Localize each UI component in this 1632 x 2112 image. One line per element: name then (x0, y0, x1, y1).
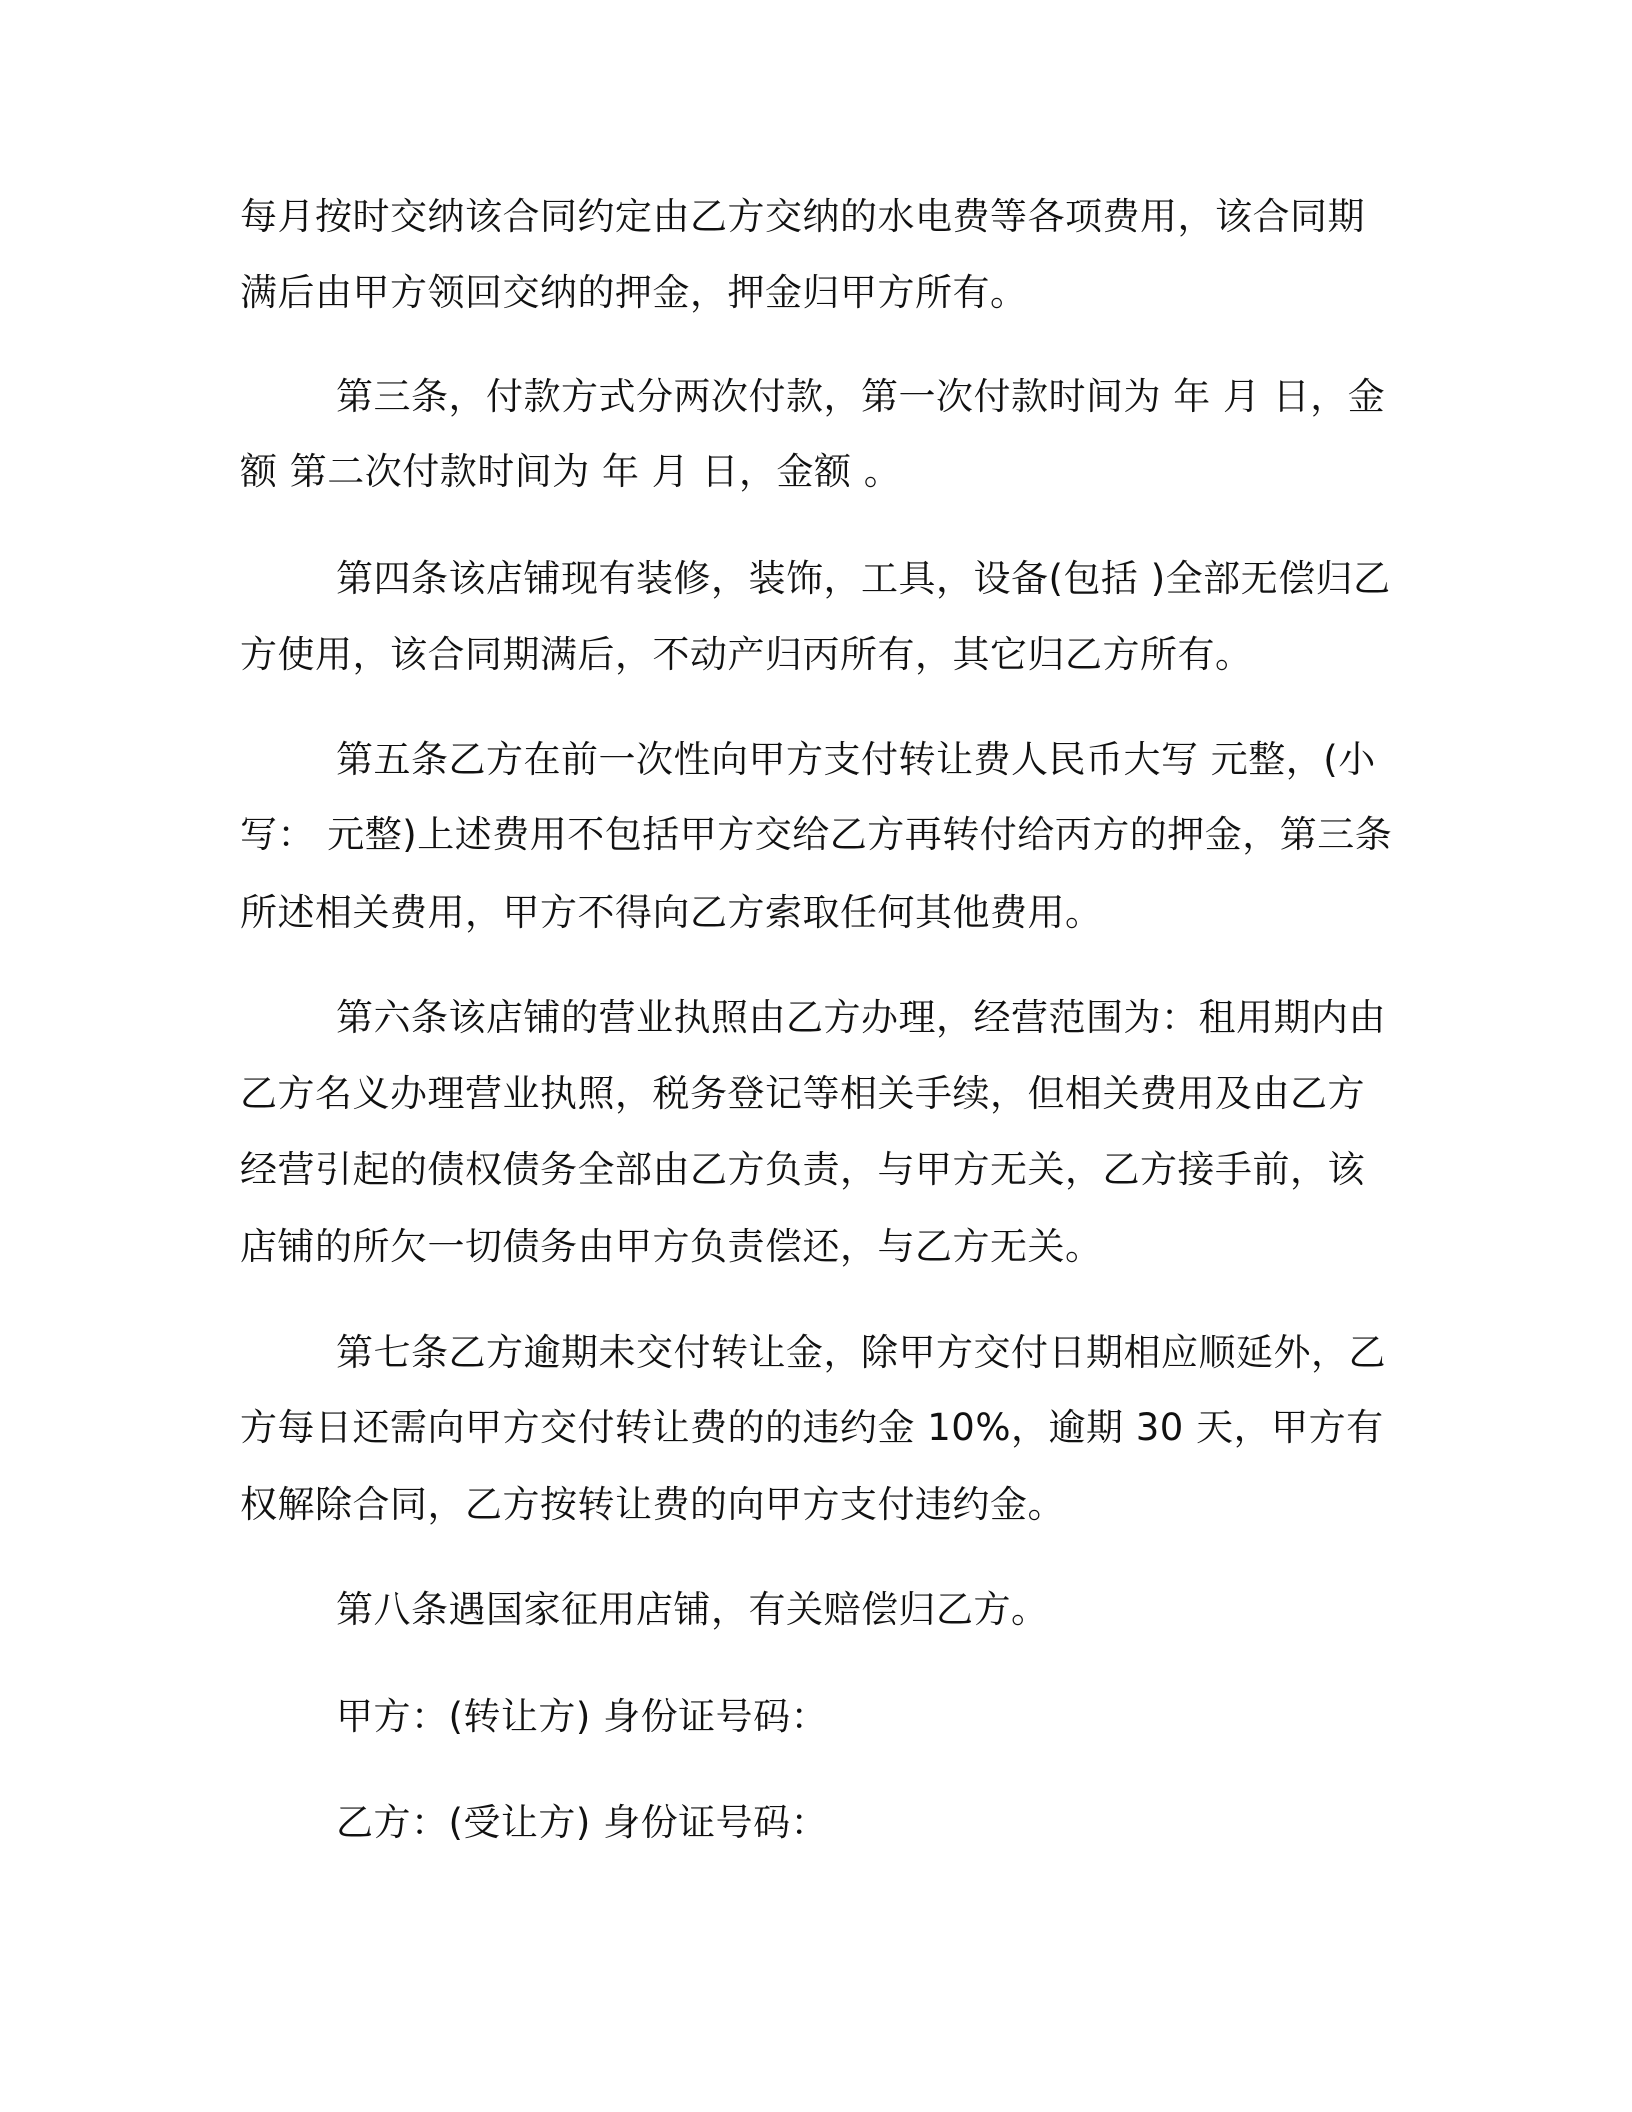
paragraph-1-line-2: 满后由甲方领回交纳的押金，押金归甲方所有。 (240, 271, 1028, 314)
paragraph-2-line-1: 第三条，付款方式分两次付款，第一次付款时间为 年 月 日，金 (336, 375, 1386, 418)
paragraph-5-line-3: 经营引起的债权债务全部由乙方负责，与甲方无关，乙方接手前，该 (240, 1148, 1365, 1191)
paragraph-3-line-1: 第四条该店铺现有装修，装饰，工具，设备(包括 )全部无偿归乙 (336, 557, 1391, 600)
paragraph-3-line-2: 方使用，该合同期满后，不动产归丙所有，其它归乙方所有。 (240, 633, 1253, 676)
paragraph-2-line-2: 额 第二次付款时间为 年 月 日，金额 。 (240, 450, 902, 493)
party-b-signature-line: 乙方：(受让方) 身份证号码： (336, 1801, 829, 1844)
paragraph-1-line-1: 每月按时交纳该合同约定由乙方交纳的水电费等各项费用，该合同期 (240, 195, 1365, 238)
paragraph-7-line-1: 第八条遇国家征用店铺，有关赔偿归乙方。 (336, 1588, 1049, 1631)
paragraph-5-line-1: 第六条该店铺的营业执照由乙方办理，经营范围为：租用期内由 (336, 996, 1386, 1039)
paragraph-5-line-4: 店铺的所欠一切债务由甲方负责偿还，与乙方无关。 (240, 1225, 1103, 1268)
paragraph-4-line-1: 第五条乙方在前一次性向甲方支付转让费人民币大写 元整，(小 (336, 738, 1376, 781)
paragraph-6-line-3: 权解除合同，乙方按转让费的向甲方支付违约金。 (240, 1483, 1065, 1526)
paragraph-6-line-2: 方每日还需向甲方交付转让费的的违约金 10%，逾期 30 天，甲方有 (240, 1406, 1384, 1449)
paragraph-6-line-1: 第七条乙方逾期未交付转让金，除甲方交付日期相应顺延外，乙 (336, 1331, 1386, 1374)
paragraph-4-line-2: 写： 元整)上述费用不包括甲方交给乙方再转付给丙方的押金，第三条 (240, 813, 1393, 856)
paragraph-4-line-3: 所述相关费用，甲方不得向乙方索取任何其他费用。 (240, 891, 1103, 934)
party-a-signature-line: 甲方：(转让方) 身份证号码： (336, 1695, 829, 1738)
paragraph-5-line-2: 乙方名义办理营业执照，税务登记等相关手续，但相关费用及由乙方 (240, 1072, 1365, 1115)
